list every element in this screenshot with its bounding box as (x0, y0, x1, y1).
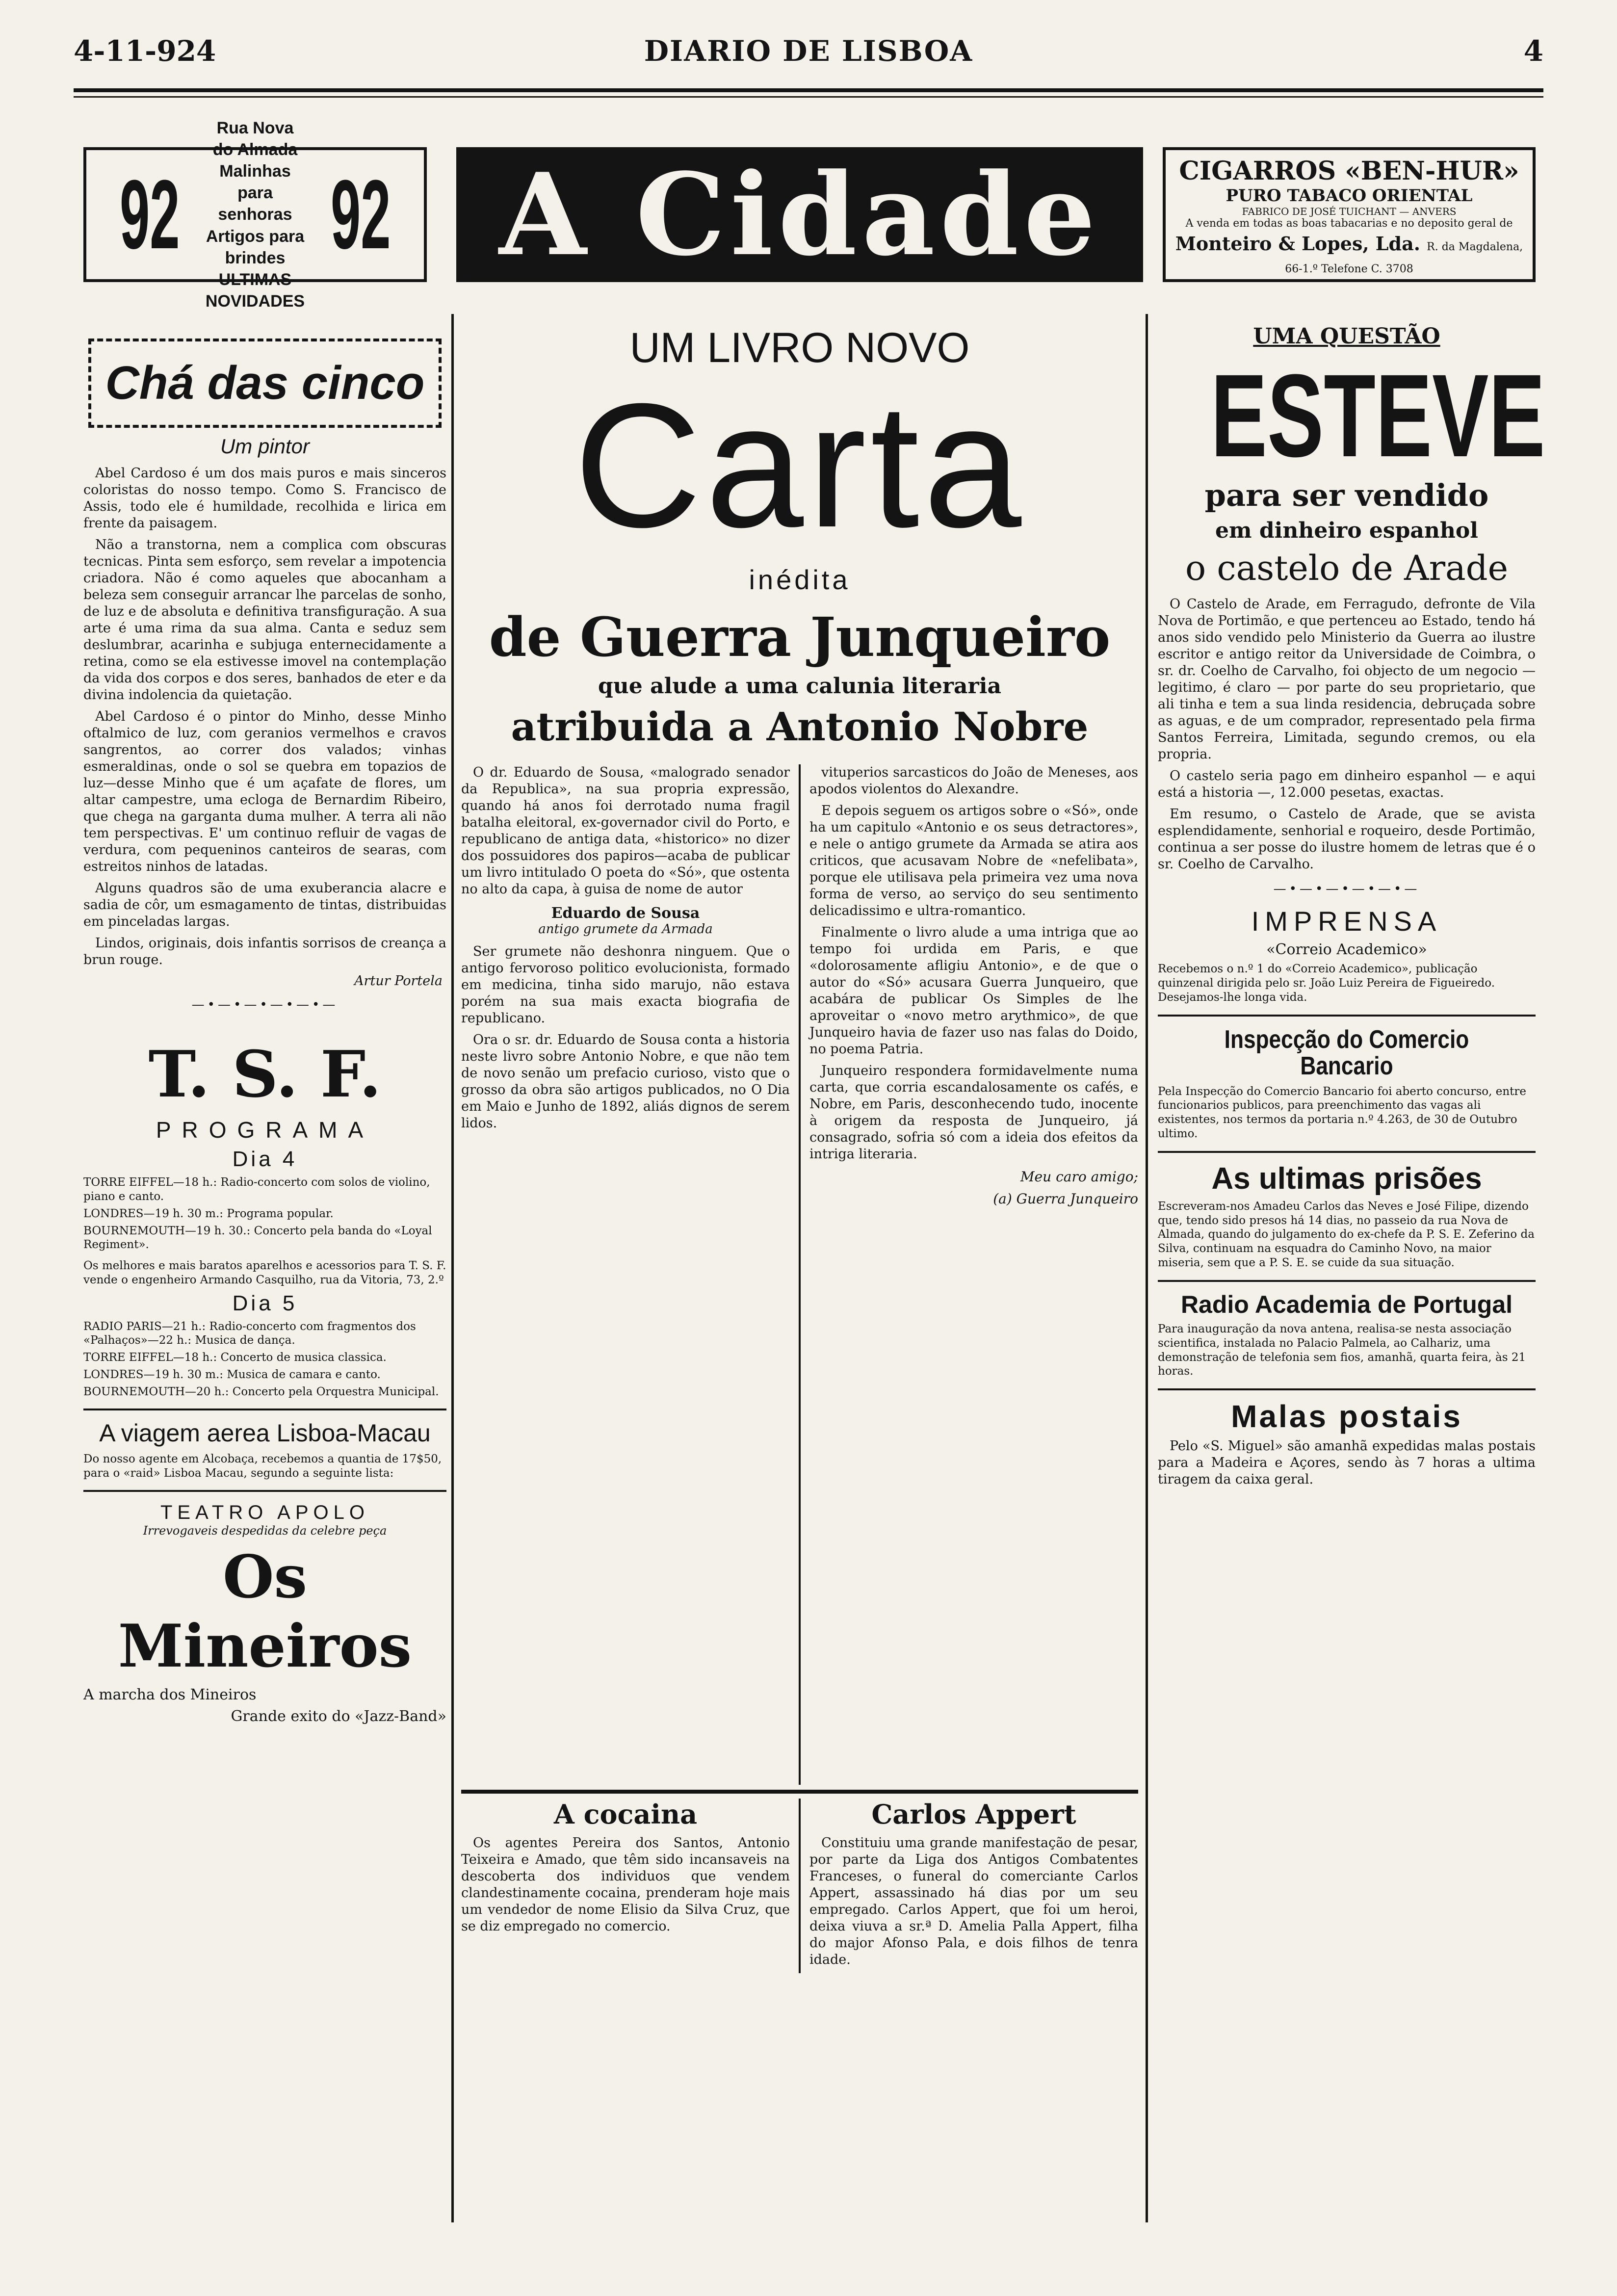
newspaper-name: DIARIO DE LISBOA (644, 34, 973, 68)
right-dinheiro: em dinheiro espanhol (1215, 518, 1478, 543)
paragraph: Finalmente o livro alude a uma intriga que ao tempo foi urdida em Paris, e que «dolorosamente afligiu Antonio», e de que o autor do «Só» acusara Guerra Junqueiro, que acabára de publicar Os Simples de lhe aproveitar o «novo metro arythmico», de que Junqueiro havia de fazer uso nas falas do Doido, no poema Patria. (809, 925, 1138, 1057)
radio-text: Para inauguração da nova antena, realisa-se nesta associação scientifica, instalada no Palacio Palmela, ao Calhariz, uma demonstração de telefonia sem fios, amanhã, quarta feira, às 21 horas. (1158, 1323, 1526, 1378)
column-rule (451, 314, 454, 2222)
teatro-show: Os Mineiros (118, 1542, 412, 1681)
section-masthead: A Cidade (456, 147, 1143, 282)
center-headline: Carta (574, 367, 1026, 564)
paragraph: Alguns quadros são de uma exuberancia alacre e sadia de côr, um esmagamento de tintas, distribuidas em pinceladas largas. (83, 881, 446, 930)
article-col-2 (801, 764, 1138, 1785)
divider (461, 1790, 1138, 1794)
divider (1158, 1388, 1536, 1390)
ad-maker: FABRICO DE JOSÉ TUICHANT — ANVERS (1242, 206, 1457, 217)
ad-sale: A venda em todas as boas tabacarias e no deposito geral de (1185, 217, 1513, 230)
viagem-title: A viagem aerea Lisboa-Macau (99, 1419, 431, 1447)
divider (1158, 1280, 1536, 1282)
schedule-item: BOURNEMOUTH—20 h.: Concerto pela Orquestra Municipal. (83, 1385, 439, 1398)
divider (83, 1409, 446, 1410)
center-bottom-news (461, 1799, 1138, 1973)
prisoes-text: Escreveram-nos Amadeu Carlos das Neves e José Filipe, dizendo que, tendo sido presos há 14 dias, no passeio da rua Nova de Almada, quando do julgamento do ex-chefe da P. S. E. Zeferino da Silva, continuam na esquadra do Caminho Novo, na maior miseria, sem que a P. S. E. se cuide da sua situação. (1158, 1200, 1535, 1269)
cha-das-cinco-title: Chá das cinco (88, 339, 442, 428)
center-kicker: UM LIVRO NOVO (629, 324, 970, 371)
tsf-day5: Dia 5 (232, 1291, 298, 1315)
malas-title: Malas postais (1231, 1399, 1462, 1435)
teatro-line: Grande exito do «Jazz-Band» (231, 1707, 446, 1725)
right-column (1158, 314, 1545, 2222)
divider (83, 1490, 446, 1492)
ad-number-left: 92 (120, 159, 180, 269)
ad-company-name: Monteiro & Lopes, Lda. (1175, 233, 1420, 255)
paragraph: vituperios sarcasticos do João de Meneses, aos apodos violentos do Alexandre. (809, 765, 1138, 797)
paragraph: Ser grumete não deshonra ninguem. Que o antigo fervoroso politico evolucionista, formado em medicina, tinha sido marujo, não estava porém na sua mais exacta biografia de republicano. (461, 944, 790, 1026)
ornament-divider: —•—•—•—•—•— (1273, 882, 1420, 897)
right-esteve: ESTEVE (1210, 350, 1545, 481)
paragraph: Abel Cardoso é o pintor do Minho, desse Minho oftalmico de luz, com geranios vermelhos e cravos sangrentos, ao correr dos valados; vinhas esmeraldinas, onde o sol se quebra em topazios de luz—desse Minho que é um açafate de flores, um altar campestre, uma ecloga de Bernardim Ribeiro, que chega na garganta duma mulher. A terra ali não tem perspectivas. E' um continuo refluir de vagas de verdura, com pequeninos canteiros de searas, com estreitos ninhos de latadas. (83, 709, 446, 875)
center-atribuida: atribuida a Antonio Nobre (511, 704, 1089, 750)
cocaina-article (461, 1799, 801, 1973)
ad-rua-nova-almada (83, 118, 427, 311)
schedule-item: LONDRES—19 h. 30 m.: Musica de camara e canto. (83, 1368, 381, 1381)
left-column (83, 314, 446, 2222)
paragraph: Em resumo, o Castelo de Arade, que se avista esplendidamente, senhorial e roqueiro, desde Portimão, continua a ser posse do ilustre homem de letras que é o sr. Coelho de Carvalho. (1158, 807, 1536, 872)
ad-title: CIGARROS «BEN-HUR» (1179, 156, 1519, 186)
paragraph: Ora o sr. dr. Eduardo de Sousa conta a historia neste livro sobre Antonio Nobre, e que não tem de novo senão um prefacio curioso, visto que o grosso da obra são artigos publicados, no O Dia em Maio e Junho de 1892, aliás dignos de serem lidos. (461, 1032, 790, 1131)
paragraph: Não a transtorna, nem a complica com obscuras tecnicas. Pinta sem esforço, sem revelar a impotencia criadora. Não é como aqueles que abocanham a beleza sem conseguir arrancar lhe parcelas de sonho, de luz e de absoluta e definitiva transfiguração. A sua arte é uma rima da sua alma. Canta e seduz sem deslumbrar, acarinha e subjuga enternecidamente a retina, como se ela estivesse imovel na contemplação da vida dos corpos e dos seres, banhados de eter e da divina indolencia da quietação. (83, 537, 446, 703)
paragraph: E depois seguem os artigos sobre o «Só», onde ha um capitulo «Antonio e os seus detractores», e nele o antigo grumete da Armada se atira aos criticos, que acusavam Nobre de «nefelibata», porque ele utilisava pela primeira vez uma nova forma de verso, ao serviço do seu sentimento delicadissimo e ultra-romantico. (809, 803, 1138, 919)
header-rule-thin (74, 96, 1543, 98)
cocaina-title: A cocaina (553, 1799, 698, 1830)
center-article-body (461, 764, 1138, 1785)
schedule-item: TORRE EIFFEL—18 h.: Radio-concerto com solos de violino, piano e canto. (83, 1176, 430, 1203)
tsf-note: Os melhores e mais baratos aparelhos e acessorios para T. S. F. vende o engenheiro Armando Casquilho, rua da Vitoria, 73, 2.º (83, 1259, 446, 1286)
ad-cigarros-ben-hur (1163, 147, 1536, 282)
divider (1158, 1015, 1536, 1017)
right-castelo: o castelo de Arade (1185, 548, 1509, 588)
issue-date: 4-11-924 (74, 34, 216, 68)
ad-company (1166, 233, 1533, 277)
right-kicker: UMA QUESTÃO (1253, 324, 1440, 349)
header-rule (74, 88, 1543, 92)
malas-text: Pelo «S. Miguel» são amanhã expedidas malas postais para a Madeira e Açores, sendo às 7 horas a ultima tiragem da caixa geral. (1158, 1438, 1536, 1487)
ad-line: Malinhas para senhoras (218, 162, 292, 224)
radio-title: Radio Academia de Portugal (1180, 1290, 1513, 1318)
paragraph: O castelo seria pago em dinheiro espanhol — e aqui está a historia —, 12.000 pesetas, exactas. (1158, 768, 1536, 801)
tsf-programa: PROGRAMA (156, 1117, 374, 1143)
ad-address: R. da Magdalena, 66-1.º Telefone C. 3708 (1285, 241, 1523, 275)
paragraph: Os agentes Pereira dos Santos, Antonio Teixeira e Amado, que têm sido incansaveis na descoberta dos individuos que vendem clandestinamente cocaina, prenderam hoje mais um vendedor de nome Elisio da Silva Cruz, que se diz empregado no comercio. (461, 1835, 790, 1934)
page-header (74, 34, 1543, 78)
ad-lines (204, 117, 306, 313)
column-rule (1146, 314, 1148, 2222)
tsf-title: T. S. F. (148, 1037, 382, 1112)
ad-line: ULTIMAS NOVIDADES (205, 270, 305, 311)
divider (1158, 1151, 1536, 1153)
byline: Eduardo de Sousa (551, 905, 700, 922)
letter-sign: (a) Guerra Junqueiro (993, 1191, 1138, 1207)
appert-article (801, 1799, 1138, 1973)
schedule-item: TORRE EIFFEL—18 h.: Concerto de musica classica. (83, 1351, 387, 1364)
paragraph: Abel Cardoso é um dos mais puros e mais sinceros coloristas do nosso tempo. Como S. Francisco de Assis, todo ele é humildade, recolhida e lirica em frente da paisagem. (83, 466, 446, 531)
schedule-item: RADIO PARIS—21 h.: Radio-concerto com fragmentos dos «Palhaços»—22 h.: Musica de dança. (83, 1320, 416, 1347)
viagem-text: Do nosso agente em Alcobaça, recebemos a quantia de 17$50, para o «raid» Lisboa Macau, segundo a seguinte lista: (83, 1452, 442, 1480)
article-subtitle: Um pintor (220, 435, 310, 458)
byline-sub: antigo grumete da Armada (538, 922, 713, 937)
ornament-divider: —•—•—•—•—•— (191, 997, 339, 1013)
ad-line: Artigos para brindes (206, 227, 305, 267)
letter-salutation: Meu caro amigo; (1020, 1169, 1138, 1185)
article-author: Artur Portela (354, 973, 443, 989)
inspeccao-text: Pela Inspecção do Comercio Bancario foi aberto concurso, entre funcionarios publicos, para preenchimento das vagas ali existentes, nos termos da portaria n.º 4.263, de 30 de Outubro ultimo. (1158, 1085, 1527, 1140)
inspeccao-title: Inspecção do Comercio Bancario (1224, 1025, 1469, 1081)
appert-title: Carlos Appert (871, 1799, 1076, 1830)
correio-text: Recebemos o n.º 1 do «Correio Academico», publicação quinzenal dirigida pelo sr. João Luiz Pereira de Figueiredo. Desejamos-lhe longa vida. (1158, 963, 1495, 1004)
ad-subtitle: PURO TABACO ORIENTAL (1226, 186, 1473, 206)
center-de-guerra: de Guerra Junqueiro (489, 605, 1111, 669)
teatro-line: A marcha dos Mineiros (83, 1686, 257, 1704)
article-col-1 (461, 764, 801, 1785)
page-number: 4 (1523, 34, 1543, 68)
paragraph: Junqueiro respondera formidavelmente numa carta, que corria escandalosamente os cafés, e Nobre, em Paris, desconhecendo tudo, inocente à origem da resposta de Junqueiro, já consagrado, sofria só com a ideia dos efeitos da intriga literaria. (809, 1063, 1138, 1162)
paragraph: Constituiu uma grande manifestação de pesar, por parte da Liga dos Antigos Combatentes Franceses, o funeral do comerciante Carlos Appert, assassinado há dias por um seu empregado. Carlos Appert, que foi um heroi, deixa viuva a sr.ª D. Amelia Palla Appert, filha do major Afonso Pala, e dois filhos de tenra idade. (809, 1835, 1138, 1968)
teatro-sub: Irrevogaveis despedidas da celebre peça (143, 1524, 387, 1538)
right-para: para ser vendido (1204, 477, 1489, 513)
imprensa-title: IMPRENSA (1251, 906, 1442, 937)
paragraph: Lindos, originais, dois infantis sorrisos de creança a brun rouge. (83, 936, 446, 968)
schedule-item: LONDRES—19 h. 30 m.: Programa popular. (83, 1207, 334, 1220)
center-alude: que alude a uma calunia literaria (598, 674, 1001, 699)
center-inedita: inédita (749, 564, 851, 595)
paragraph: O dr. Eduardo de Sousa, «malogrado senador da Republica», na sua propria expressão, quando há anos foi derrotado numa fragil batalha eleitoral, ex-governador civil do Porto, e republicano de antiga data, «historico» no dizer dos possuidores dos papiros—acaba de publicar um livro intitulado O poeta do «Só», que ostenta no alto da capa, à guisa de nome de autor (461, 765, 790, 897)
tsf-day4: Dia 4 (232, 1147, 298, 1172)
center-column (461, 314, 1138, 2222)
prisoes-title: As ultimas prisões (1211, 1161, 1482, 1196)
ad-number-right: 92 (330, 159, 391, 269)
teatro-title: TEATRO APOLO (160, 1502, 369, 1524)
paragraph: O Castelo de Arade, em Ferragudo, defronte de Vila Nova de Portimão, e que pertenceu ao Estado, tendo há anos sido vendido pelo Ministerio da Guerra ao ilustre escritor e antigo reitor da Universidade de Coimbra, o sr. dr. Coelho de Carvalho, foi objecto de um negocio — legitimo, é claro — por parte do seu proprietario, que ali tinha e tem a sua linda residencia, debruçada sobre as aguas, e de um comprador, representado pela firma Santos Ferreira, Limitada, segundo cremos, ou ela propria. (1158, 597, 1536, 762)
correio-title: «Correio Academico» (1266, 941, 1427, 959)
schedule-item: BOURNEMOUTH—19 h. 30.: Concerto pela banda do «Loyal Regiment». (83, 1224, 432, 1252)
ad-line: Rua Nova do Almada (212, 118, 298, 159)
